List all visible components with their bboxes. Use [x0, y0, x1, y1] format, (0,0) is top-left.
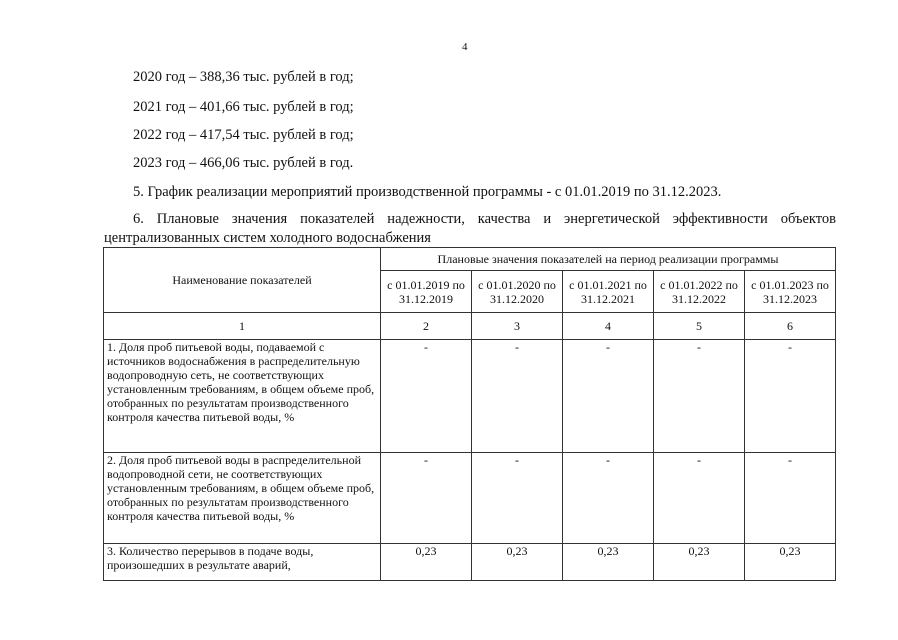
column-number: 2	[381, 313, 472, 340]
table-header-row	[104, 248, 836, 271]
header-period-2022: с 01.01.2022 по 31.12.2022	[654, 271, 745, 313]
page-number: 4	[462, 41, 468, 53]
cost-line-2023: 2023 год – 466,06 тыс. рублей в год.	[133, 155, 354, 171]
indicators-table	[103, 247, 836, 581]
table-row	[104, 453, 836, 544]
indicator-value: 0,23	[472, 544, 563, 581]
header-indicator-name: Наименование показателей	[104, 248, 381, 313]
indicator-value: -	[654, 453, 745, 544]
indicators-heading-paragraph	[104, 210, 836, 248]
indicators-heading-text: 6. Плановые значения показателей надежности, качества и энергетической эффективности объектов централизованных систем холодного водоснабжения	[104, 211, 836, 246]
header-period-2020: с 01.01.2020 по 31.12.2020	[472, 271, 563, 313]
header-planned-values: Плановые значения показателей на период реализации программы	[381, 248, 836, 271]
cost-line-2022: 2022 год – 417,54 тыс. рублей в год;	[133, 127, 354, 143]
column-number: 4	[563, 313, 654, 340]
indicator-value: -	[563, 453, 654, 544]
column-number-row	[104, 313, 836, 340]
indicator-value: 0,23	[654, 544, 745, 581]
indicator-name: 3. Количество перерывов в подаче воды, произошедших в результате аварий,	[104, 544, 381, 581]
indicator-value: 0,23	[745, 544, 836, 581]
indicator-value: -	[745, 340, 836, 453]
indicator-name: 1. Доля проб питьевой воды, подаваемой с источников водоснабжения в распределительную водопроводную сеть, не соответствующих установленным требованиям, в общем объеме проб, отобранных по результатам производственного контроля качества питьевой воды, %	[104, 340, 381, 453]
indicator-value: -	[472, 340, 563, 453]
table-row	[104, 340, 836, 453]
header-period-2021: с 01.01.2021 по 31.12.2021	[563, 271, 654, 313]
cost-line-2020: 2020 год – 388,36 тыс. рублей в год;	[133, 69, 354, 85]
indicator-value: -	[472, 453, 563, 544]
schedule-paragraph: 5. График реализации мероприятий производственной программы - с 01.01.2019 по 31.12.2023.	[133, 184, 722, 200]
indicator-value: 0,23	[563, 544, 654, 581]
header-period-2023: с 01.01.2023 по 31.12.2023	[745, 271, 836, 313]
column-number: 1	[104, 313, 381, 340]
indicator-value: -	[381, 453, 472, 544]
table-row	[104, 544, 836, 581]
indicator-value: -	[745, 453, 836, 544]
cost-line-2021: 2021 год – 401,66 тыс. рублей в год;	[133, 99, 354, 115]
indicator-name: 2. Доля проб питьевой воды в распределительной водопроводной сети, не соответствующих установленным требованиям, в общем объеме проб, отобранных по результатам производственного контроля качества питьевой воды, %	[104, 453, 381, 544]
column-number: 5	[654, 313, 745, 340]
indicator-value: 0,23	[381, 544, 472, 581]
indicator-value: -	[381, 340, 472, 453]
column-number: 3	[472, 313, 563, 340]
indicator-value: -	[563, 340, 654, 453]
column-number: 6	[745, 313, 836, 340]
indicator-value: -	[654, 340, 745, 453]
header-period-2019: с 01.01.2019 по 31.12.2019	[381, 271, 472, 313]
